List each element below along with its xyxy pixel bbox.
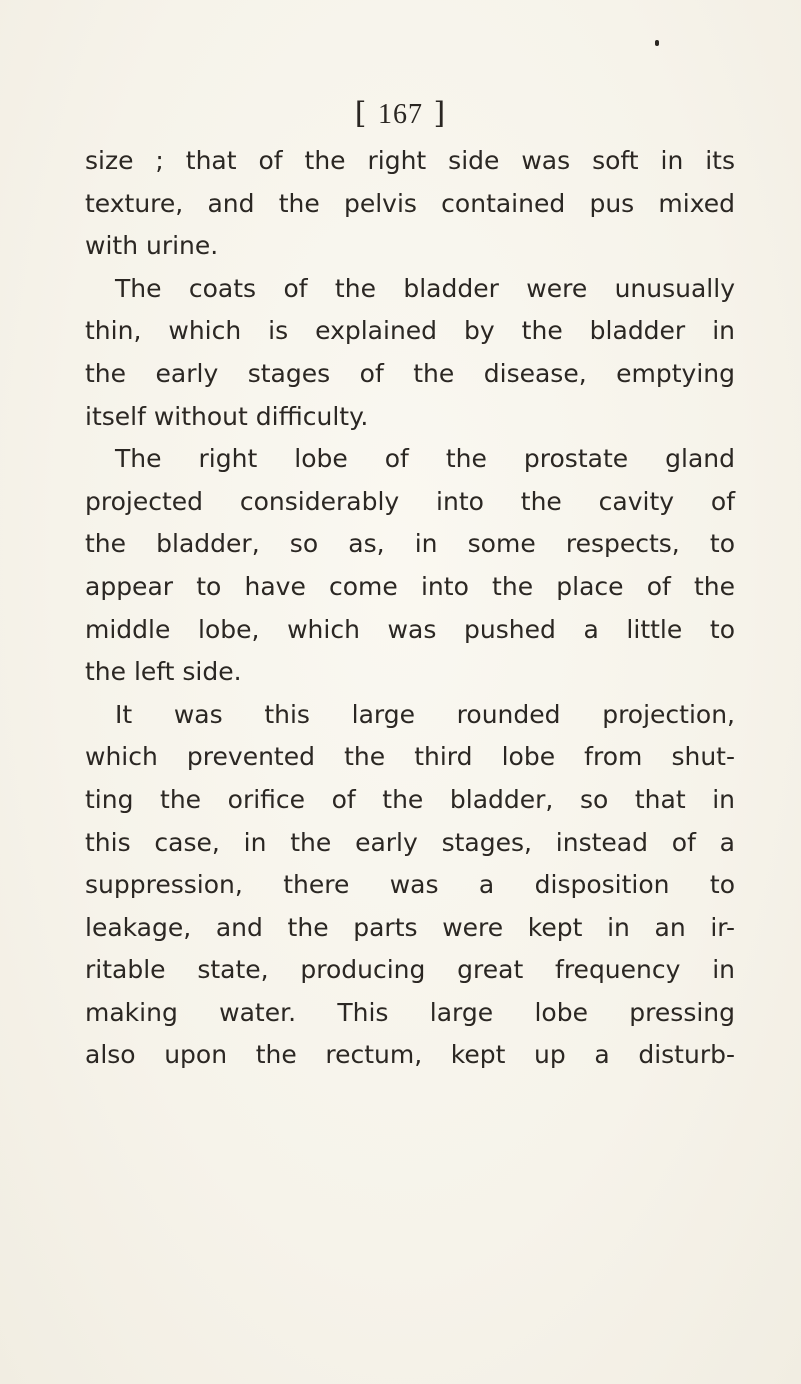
text-line: ting the orifice of the bladder, so that in — [85, 784, 735, 814]
text-line: It was this large rounded projection, — [115, 699, 735, 729]
header-close-bracket: ] — [433, 96, 447, 131]
text-line: projected considerably into the cavity of — [85, 486, 735, 516]
text-line: texture, and the pelvis contained pus mixed — [85, 188, 735, 218]
text-line: the bladder, so as, in some respects, to — [85, 529, 735, 559]
text-line: middle lobe, which was pushed a little to — [85, 614, 735, 644]
page-header — [0, 96, 801, 131]
text-line: thin, which is explained by the bladder in — [85, 316, 735, 346]
text-line: suppression, there was a disposition to — [85, 870, 735, 900]
text-line: the left side. — [85, 657, 242, 687]
text-line: ritable state, producing great frequency in — [85, 955, 735, 985]
text-line: this case, in the early stages, instead of a — [85, 827, 735, 857]
ink-speck — [655, 40, 659, 46]
text-line: the early stages of the disease, emptying — [85, 358, 735, 388]
text-line: appear to have come into the place of the — [85, 571, 735, 601]
text-line: with urine. — [85, 231, 219, 261]
text-line: also upon the rectum, kept up a disturb- — [85, 1040, 735, 1070]
text-line: itself without difficulty. — [85, 401, 369, 431]
text-line: which prevented the third lobe from shut- — [85, 742, 735, 772]
body-text — [85, 140, 735, 1077]
text-line: size ; that of the right side was soft in its — [85, 146, 735, 175]
text-line: The right lobe of the prostate gland — [115, 444, 735, 474]
text-line: leakage, and the parts were kept in an ir- — [85, 912, 735, 942]
header-open-bracket: [ — [354, 96, 368, 131]
text-line: making water. This large lobe pressing — [85, 997, 735, 1027]
page-number: 167 — [378, 99, 423, 130]
text-line: The coats of the bladder were unusually — [115, 273, 735, 303]
